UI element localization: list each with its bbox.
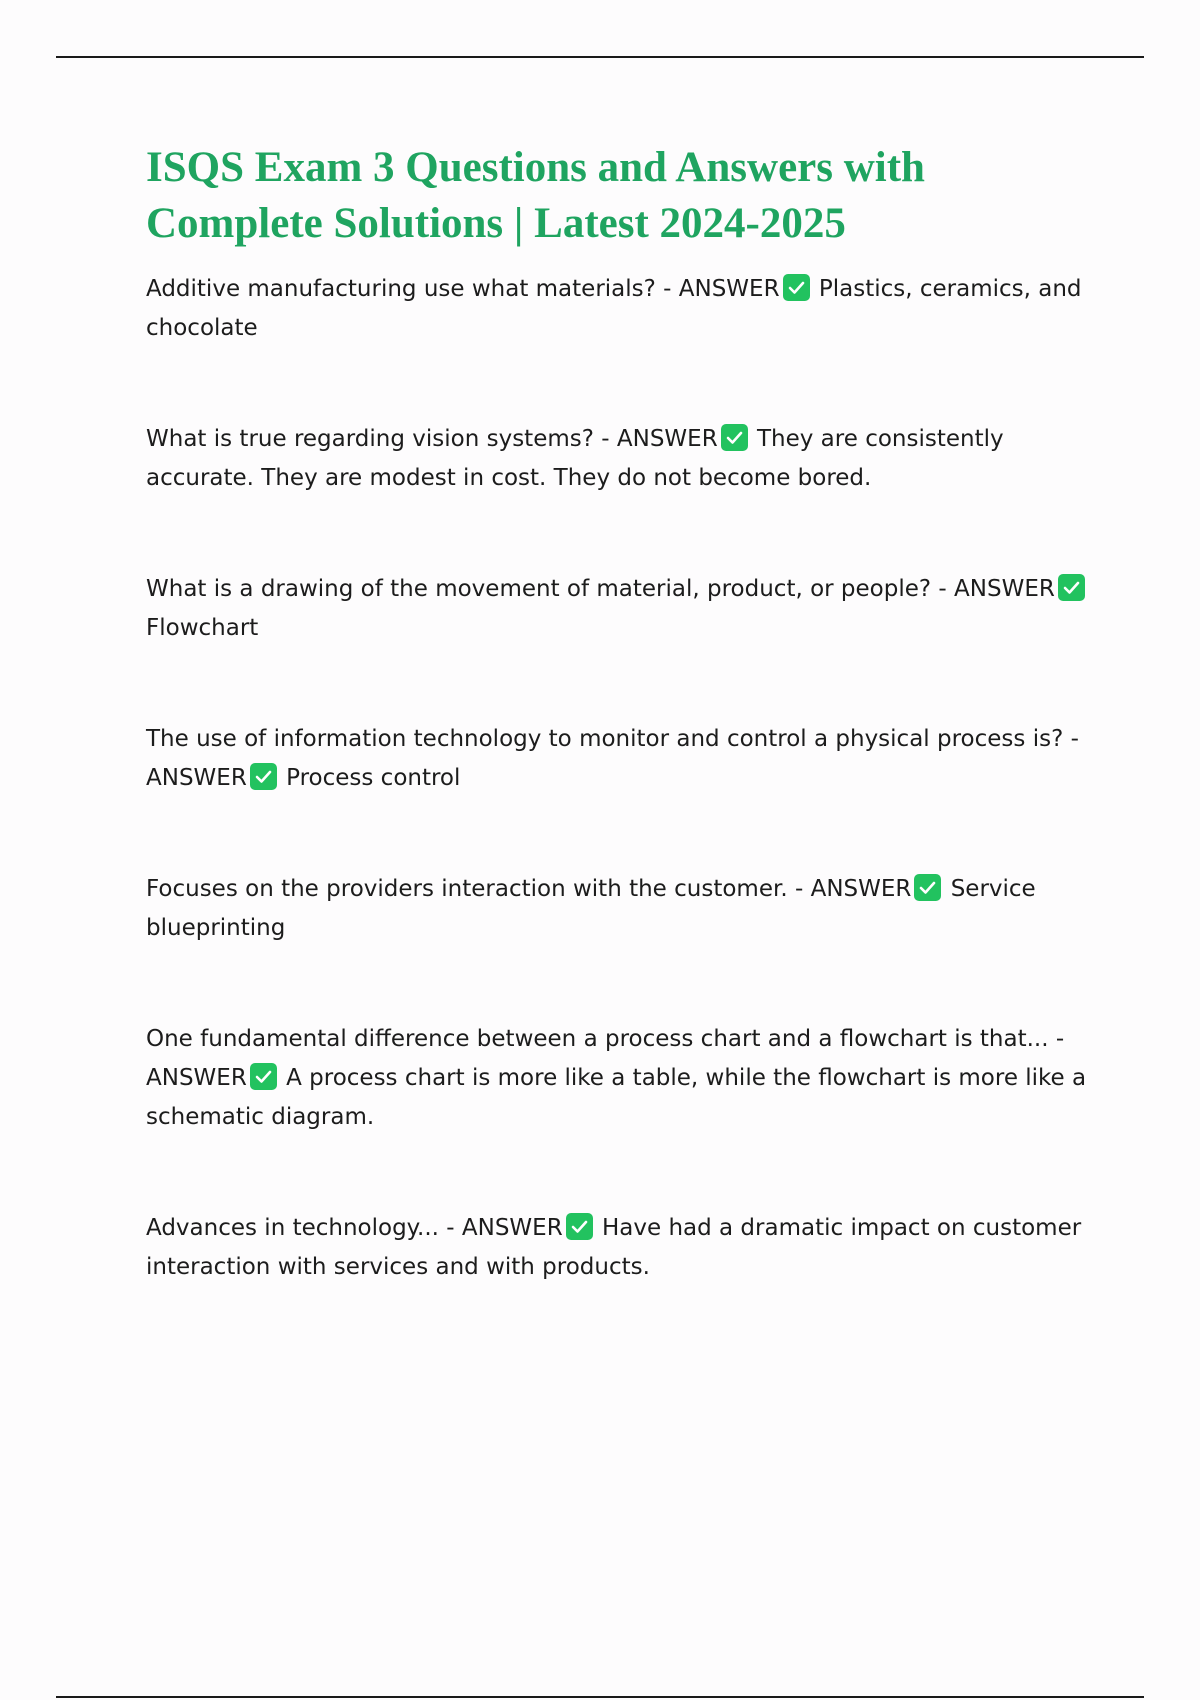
question-text: Advances in technology... <box>146 1215 439 1241</box>
document-title: ISQS Exam 3 Questions and Answers with Complete Solutions | Latest 2024-2025 <box>146 144 925 247</box>
answer-marker: - ANSWER <box>146 1026 1065 1091</box>
question-text: What is a drawing of the movement of material, product, or people? <box>146 576 932 602</box>
question-text: Focuses on the providers interaction with the customer. <box>146 876 788 902</box>
top-rule <box>56 56 1144 58</box>
qa-item <box>146 1020 1106 1137</box>
answer-marker: - ANSWER <box>146 726 1079 791</box>
question-text: Additive manufacturing use what materials? <box>146 276 656 302</box>
question-text: One fundamental difference between a process chart and a flowchart is that... <box>146 1026 1049 1052</box>
answer-text: Process control <box>286 765 461 791</box>
check-mark-icon <box>566 1213 593 1240</box>
qa-item <box>146 420 1106 498</box>
answer-marker: - ANSWER <box>446 1215 563 1241</box>
qa-item <box>146 720 1106 798</box>
answer-text: Service blueprinting <box>146 876 1036 941</box>
document-body <box>146 140 1106 1359</box>
check-mark-icon <box>1058 574 1085 601</box>
check-mark-icon <box>250 1063 277 1090</box>
qa-item <box>146 870 1106 948</box>
answer-text: Have had a dramatic impact on customer interaction with services and with products. <box>146 1215 1082 1280</box>
qa-item <box>146 1209 1106 1287</box>
qa-item <box>146 270 1106 348</box>
answer-marker: - ANSWER <box>601 426 718 452</box>
answer-marker: - ANSWER <box>663 276 780 302</box>
answer-text: They are consistently accurate. They are modest in cost. They do not become bored. <box>146 426 1004 491</box>
question-text: What is true regarding vision systems? <box>146 426 594 452</box>
check-mark-icon <box>783 274 810 301</box>
answer-text: Flowchart <box>146 615 259 641</box>
qa-item <box>146 570 1106 648</box>
check-mark-icon <box>721 424 748 451</box>
answer-text: Plastics, ceramics, and chocolate <box>146 276 1082 341</box>
answer-marker: - ANSWER <box>938 576 1055 602</box>
question-text: The use of information technology to monitor and control a physical process is? <box>146 726 1064 752</box>
answer-text: A process chart is more like a table, while the flowchart is more like a schematic diagram. <box>146 1065 1087 1130</box>
answer-marker: - ANSWER <box>794 876 912 902</box>
check-mark-icon <box>914 874 941 901</box>
bottom-rule <box>56 1696 1144 1698</box>
check-mark-icon <box>250 763 277 790</box>
